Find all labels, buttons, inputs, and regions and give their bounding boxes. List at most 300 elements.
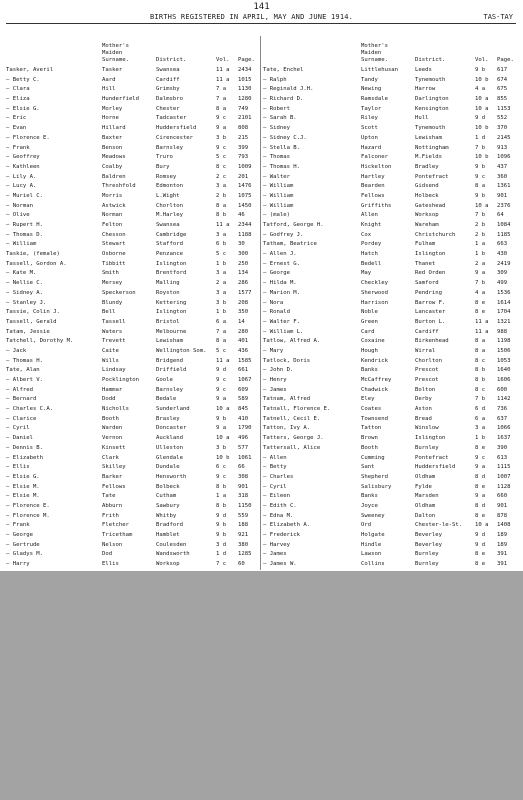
entry-name: Tatford, George H. xyxy=(263,222,324,228)
entry-name: — Betty C. xyxy=(6,76,40,83)
entry-page: 309 xyxy=(497,270,508,277)
register-entry-row xyxy=(263,192,521,202)
entry-name: Tasker, Averil xyxy=(6,67,54,73)
entry-maiden-surname: Chesson xyxy=(102,231,126,238)
entry-page: 736 xyxy=(497,406,508,413)
entry-name: — Allen xyxy=(263,454,287,461)
entry-page: 399 xyxy=(238,144,249,151)
entry-page: 215 xyxy=(238,134,249,141)
entry-district: Wareham xyxy=(415,222,439,228)
entry-district: Wirral xyxy=(415,347,436,354)
entry-volume: 8 b xyxy=(216,483,227,490)
entry-volume: 4 a xyxy=(475,289,486,296)
entry-name: — Charles C.A. xyxy=(6,406,54,413)
register-entry-row xyxy=(263,299,521,309)
entry-maiden-surname: Allen xyxy=(361,212,378,219)
entry-volume: 9 a xyxy=(216,396,227,403)
entry-maiden-surname: Hunderfield xyxy=(102,96,140,103)
entry-maiden-surname: Booth xyxy=(102,415,119,422)
left-column-header xyxy=(6,44,264,66)
entry-name: — Walter F. xyxy=(263,318,301,325)
entry-maiden-surname: Pocklington xyxy=(102,377,140,383)
entry-page: 1067 xyxy=(238,377,252,383)
register-entry-row xyxy=(263,66,521,76)
entry-maiden-surname: Hillard xyxy=(102,125,126,132)
entry-page: 1450 xyxy=(238,202,252,209)
entry-maiden-surname: Holgate xyxy=(361,532,385,538)
entry-name: — Clara xyxy=(6,86,30,93)
entry-name: Tatlow, Alfred A. xyxy=(263,338,321,345)
entry-name: — Sidney xyxy=(263,125,290,132)
entry-maiden-surname: Bell xyxy=(102,309,116,316)
entry-district: Kettering xyxy=(156,299,187,306)
register-entry-row xyxy=(263,502,521,512)
entry-volume: 9 c xyxy=(475,173,486,180)
entry-page: 1285 xyxy=(238,551,252,558)
entry-name: — Elizabeth A. xyxy=(263,522,311,529)
entry-maiden-surname: Aard xyxy=(102,76,116,83)
entry-volume: 10 a xyxy=(475,522,489,529)
register-entry-row xyxy=(6,308,264,318)
register-entry-row xyxy=(263,405,521,415)
entry-maiden-surname: Nicholls xyxy=(102,406,129,413)
entry-volume: 2 b xyxy=(216,192,227,199)
register-entry-row xyxy=(6,473,264,483)
entry-volume: 10 a xyxy=(216,406,230,413)
register-entry-row xyxy=(6,463,264,473)
entry-district: Barnsley xyxy=(156,144,183,151)
register-entry-row xyxy=(263,560,521,570)
entry-name: — Nora xyxy=(263,299,284,306)
entry-district: Chester xyxy=(156,105,180,112)
entry-volume: 8 c xyxy=(216,163,227,170)
entry-volume: 9 d xyxy=(216,512,227,519)
entry-maiden-surname: Baxter xyxy=(102,134,123,141)
entry-district: Leeds xyxy=(415,67,432,73)
header-maiden-surname: Mother's Maiden Surname. xyxy=(102,43,129,63)
entry-maiden-surname: Frith xyxy=(102,512,119,519)
entry-district: Worksop xyxy=(415,212,439,219)
entry-page: 808 xyxy=(238,125,249,132)
entry-name: — Cyril xyxy=(6,425,30,432)
entry-name: — Lily A. xyxy=(6,173,37,180)
register-entry-row xyxy=(6,560,264,570)
entry-district: Bolbeck xyxy=(156,483,180,490)
entry-page: 350 xyxy=(238,309,249,316)
entry-district: Darlington xyxy=(415,96,449,103)
entry-volume: 9 a xyxy=(475,270,486,277)
entry-page: 1321 xyxy=(497,318,511,325)
entry-volume: 3 b xyxy=(216,444,227,451)
entry-name: — Olive xyxy=(6,212,30,219)
entry-name: — Edna M. xyxy=(263,512,294,519)
entry-maiden-surname: Skilley xyxy=(102,464,126,471)
entry-maiden-surname: Osborne xyxy=(102,251,126,258)
register-entry-row xyxy=(6,512,264,522)
entry-volume: 1 b xyxy=(475,435,486,442)
entry-maiden-surname: Coalby xyxy=(102,163,123,170)
entry-page: 46 xyxy=(238,212,245,219)
entry-volume: 9 d xyxy=(475,541,486,548)
entry-maiden-surname: May xyxy=(361,270,372,277)
entry-volume: 6 b xyxy=(216,241,227,248)
entry-name: — Lucy A. xyxy=(6,183,37,190)
entry-district: Grimsby xyxy=(156,86,180,93)
entry-volume: 8 b xyxy=(216,212,227,219)
entry-page: 749 xyxy=(238,105,249,112)
entry-district: Bread xyxy=(415,415,432,422)
entry-district: Brentford xyxy=(156,270,187,277)
entry-maiden-surname: Hazard xyxy=(361,144,382,151)
entry-maiden-surname: Noble xyxy=(361,309,378,316)
entry-maiden-surname: Hatch xyxy=(361,251,378,258)
entry-maiden-surname: McCaffrey xyxy=(361,377,392,383)
entry-volume: 10 b xyxy=(475,154,489,161)
entry-volume: 1 a xyxy=(216,493,227,500)
register-entry-row xyxy=(6,405,264,415)
entry-maiden-surname: Fellows xyxy=(361,192,385,199)
entry-page: 391 xyxy=(497,561,508,568)
entry-district: Brasley xyxy=(156,415,180,422)
entry-maiden-surname: Barker xyxy=(102,473,123,480)
entry-district: Oldham xyxy=(415,473,436,480)
entry-volume: 10 a xyxy=(475,105,489,112)
entry-district: Nottingham xyxy=(415,144,449,151)
entry-volume: 10 a xyxy=(216,435,230,442)
entry-volume: 11 a xyxy=(216,67,230,73)
entry-page: 60 xyxy=(238,561,245,568)
entry-volume: 6 a xyxy=(216,318,227,325)
entry-volume: 1 b xyxy=(216,260,227,267)
entry-name: Tattersall, Alice xyxy=(263,444,321,451)
entry-page: 609 xyxy=(238,386,249,393)
entry-page: 600 xyxy=(497,386,508,393)
entry-district: Thanet xyxy=(415,260,436,267)
entry-name: — Florence M. xyxy=(6,512,50,519)
entry-district: Sawbury xyxy=(156,502,180,509)
entry-page: 189 xyxy=(497,532,508,538)
entry-volume: 9 a xyxy=(216,425,227,432)
entry-maiden-surname: Card xyxy=(361,328,375,335)
entry-district: Oldham xyxy=(415,502,436,509)
register-entry-row xyxy=(6,395,264,405)
entry-volume: 2 b xyxy=(475,222,486,228)
entry-volume: 5 c xyxy=(216,154,227,161)
entry-maiden-surname: Warden xyxy=(102,425,123,432)
entry-maiden-surname: Green xyxy=(361,318,378,325)
entry-name: — Sidney C.J. xyxy=(263,134,307,141)
entry-page: 913 xyxy=(497,144,508,151)
register-entry-row xyxy=(263,328,521,338)
entry-name: Tassie, Colin J. xyxy=(6,309,60,316)
entry-volume: 10 b xyxy=(216,454,230,461)
entry-maiden-surname: Stewart xyxy=(102,241,126,248)
entry-volume: 1 b xyxy=(475,251,486,258)
entry-maiden-surname: Baldren xyxy=(102,173,126,180)
entry-maiden-surname: Kinsett xyxy=(102,444,126,451)
entry-volume: 7 b xyxy=(475,144,486,151)
entry-maiden-surname: Waters xyxy=(102,328,123,335)
entry-page: 208 xyxy=(238,299,249,306)
entry-name: — Harvey xyxy=(263,541,290,548)
entry-name: — Sidney A. xyxy=(6,289,44,296)
entry-maiden-surname: Knight xyxy=(361,222,382,228)
register-entry-row xyxy=(263,153,521,163)
entry-name: — James xyxy=(263,386,287,393)
entry-maiden-surname: Hill xyxy=(102,86,116,93)
entry-volume: 8 e xyxy=(475,512,486,519)
entry-name: — Eileen xyxy=(263,493,290,500)
register-entry-row xyxy=(263,269,521,279)
entry-page: 1198 xyxy=(497,338,511,345)
entry-name: — Eliza xyxy=(6,96,30,103)
entry-maiden-surname: Newing xyxy=(361,86,382,93)
entry-volume: 2 a xyxy=(216,280,227,287)
entry-maiden-surname: Banks xyxy=(361,367,378,374)
entry-volume: 2 a xyxy=(475,260,486,267)
register-entry-row xyxy=(263,376,521,386)
entry-name: — Ernest G. xyxy=(263,260,301,267)
entry-district: Chorlton xyxy=(415,357,442,364)
entry-volume: 1 d xyxy=(475,134,486,141)
entry-volume: 8 e xyxy=(475,309,486,316)
entry-name: — Gertrude xyxy=(6,541,40,548)
entry-page: 2419 xyxy=(497,260,511,267)
entry-volume: 8 a xyxy=(475,338,486,345)
register-entry-row xyxy=(6,76,264,86)
entry-name: — Betty xyxy=(263,464,287,471)
entry-maiden-surname: Sweeney xyxy=(361,512,385,519)
entry-maiden-surname: Threshfold xyxy=(102,183,136,190)
entry-maiden-surname: Hartley xyxy=(361,173,385,180)
entry-district: Ulleston xyxy=(156,444,183,451)
header-vol: Vol. xyxy=(475,57,489,63)
register-entry-row xyxy=(6,250,264,260)
entry-district: Melbourne xyxy=(156,328,187,335)
entry-page: 577 xyxy=(238,444,249,451)
register-entry-row xyxy=(6,483,264,493)
entry-volume: 11 a xyxy=(216,357,230,364)
entry-volume: 9 b xyxy=(216,522,227,529)
entry-page: 410 xyxy=(238,415,249,422)
register-entry-row xyxy=(263,240,521,250)
entry-name: — Marion M. xyxy=(263,289,301,296)
entry-page: 2376 xyxy=(497,202,511,209)
entry-name: Tate, Enchel xyxy=(263,67,304,73)
entry-district: Lancaster xyxy=(415,309,446,316)
running-title: BIRTHS REGISTERED IN APRIL, MAY AND JUNE 1914. xyxy=(150,13,354,21)
entry-name: — Richard D. xyxy=(263,96,304,103)
entry-page: 1015 xyxy=(238,76,252,83)
register-entry-row xyxy=(263,202,521,212)
entry-district: Romsey xyxy=(156,173,177,180)
entry-district: Stafford xyxy=(156,241,183,248)
entry-volume: 8 e xyxy=(475,561,486,568)
entry-volume: 9 c xyxy=(216,144,227,151)
entry-volume: 8 b xyxy=(475,377,486,383)
entry-district: Cardiff xyxy=(415,328,439,335)
entry-name: — William xyxy=(263,183,294,190)
entry-page: 1130 xyxy=(238,86,252,93)
right-column xyxy=(263,44,521,609)
entry-district: Gateshead xyxy=(415,202,446,209)
register-entry-row xyxy=(263,279,521,289)
entry-page: 1185 xyxy=(497,231,511,238)
register-entry-row xyxy=(6,328,264,338)
entry-maiden-surname: Kendrick xyxy=(361,357,388,364)
register-entry-row xyxy=(6,434,264,444)
register-entry-row xyxy=(6,386,264,396)
register-entry-row xyxy=(263,114,521,124)
entry-district: Pontefract xyxy=(415,454,449,461)
register-entry-row xyxy=(263,250,521,260)
entry-page: 1637 xyxy=(497,435,511,442)
entry-name: — Charles xyxy=(263,473,294,480)
header-district: District. xyxy=(156,57,187,63)
entry-volume: 9 b xyxy=(475,192,486,199)
register-entry-row xyxy=(6,202,264,212)
entry-name: — Elsie M. xyxy=(6,483,40,490)
register-entry-row xyxy=(263,473,521,483)
entry-volume: 8 e xyxy=(475,444,486,451)
entry-maiden-surname: Hammar xyxy=(102,386,123,393)
entry-district: Burnley xyxy=(415,551,439,558)
entry-maiden-surname: Littlehusan xyxy=(361,67,399,73)
entry-district: Harrow xyxy=(415,86,436,93)
entry-volume: 4 a xyxy=(475,86,486,93)
entry-maiden-surname: Falconer xyxy=(361,154,388,161)
entry-page: 1007 xyxy=(497,473,511,480)
entry-maiden-surname: Harrison xyxy=(361,299,388,306)
entry-volume: 9 b xyxy=(475,163,486,170)
entry-name: — William xyxy=(263,202,294,209)
entry-name: Tatton, Ivy A. xyxy=(263,425,311,432)
entry-page: 1577 xyxy=(238,289,252,296)
entry-name: — Jack xyxy=(6,347,27,354)
entry-page: 2101 xyxy=(238,115,252,122)
entry-district: Huddersfield xyxy=(415,464,456,471)
entry-district: Hensworth xyxy=(156,473,187,480)
register-entry-row xyxy=(263,173,521,183)
entry-volume: 10 a xyxy=(475,96,489,103)
entry-name: — Nellie C. xyxy=(6,280,44,287)
entry-volume: 9 d xyxy=(475,115,486,122)
entry-district: Beverley xyxy=(415,541,442,548)
entry-volume: 3 b xyxy=(216,134,227,141)
entry-district: Bridgend xyxy=(156,357,183,364)
entry-page: 559 xyxy=(238,512,249,519)
entry-page: 901 xyxy=(238,483,249,490)
entry-district: Driffield xyxy=(156,367,187,374)
entry-volume: 9 c xyxy=(216,115,227,122)
top-rule xyxy=(6,23,516,24)
register-entry-row xyxy=(6,221,264,231)
entry-page: 430 xyxy=(497,251,508,258)
entry-volume: 7 a xyxy=(216,328,227,335)
left-entries xyxy=(6,66,264,609)
entry-page: 1053 xyxy=(497,357,511,364)
entry-page: 901 xyxy=(497,502,508,509)
entry-maiden-surname: Caite xyxy=(102,347,119,354)
entry-volume: 8 e xyxy=(475,483,486,490)
entry-page: 390 xyxy=(497,444,508,451)
entry-district: Fulham xyxy=(415,241,436,248)
entry-maiden-surname: Upton xyxy=(361,134,378,141)
entry-name: Tatnell, Cecil E. xyxy=(263,415,321,422)
entry-district: Lewisham xyxy=(156,338,183,345)
header-page: Page. xyxy=(497,57,514,63)
entry-maiden-surname: Riley xyxy=(361,115,378,122)
entry-district: Huddersfield xyxy=(156,125,197,132)
entry-name: — Allen J. xyxy=(263,251,297,258)
register-entry-row xyxy=(263,434,521,444)
entry-district: M.Harley xyxy=(156,212,183,219)
entry-page: 201 xyxy=(238,173,249,180)
entry-page: 1150 xyxy=(238,502,252,509)
entry-district: Cirencester xyxy=(156,134,194,141)
entry-district: Aston xyxy=(415,406,432,413)
entry-page: 845 xyxy=(238,406,249,413)
entry-volume: 3 a xyxy=(216,183,227,190)
entry-page: 14 xyxy=(238,318,245,325)
entry-name: — Cyril xyxy=(263,483,287,490)
entry-name: — Gladys M. xyxy=(6,551,44,558)
entry-maiden-surname: Griffiths xyxy=(361,202,392,209)
register-entry-row xyxy=(6,114,264,124)
entry-maiden-surname: Lawson xyxy=(361,551,382,558)
entry-name: — Frederick xyxy=(263,532,301,538)
entry-page: 1061 xyxy=(238,454,252,461)
entry-volume: 5 c xyxy=(216,251,227,258)
entry-page: 1115 xyxy=(497,464,511,471)
entry-page: 1585 xyxy=(238,357,252,364)
entry-page: 674 xyxy=(497,76,508,83)
entry-volume: 11 a xyxy=(475,328,489,335)
entry-name: Taskie, (female) xyxy=(6,251,60,258)
entry-volume: 3 b xyxy=(216,299,227,306)
entry-page: 637 xyxy=(497,415,508,422)
entry-maiden-surname: Dod xyxy=(102,551,113,558)
register-entry-row xyxy=(263,231,521,241)
register-entry-row xyxy=(6,541,264,551)
register-entry-row xyxy=(263,337,521,347)
entry-district: M.Fields xyxy=(415,154,442,161)
entry-maiden-surname: Ord xyxy=(361,522,372,529)
entry-district: Tadcaster xyxy=(156,115,187,122)
entry-volume: 10 b xyxy=(475,125,489,132)
entry-maiden-surname: Meadows xyxy=(102,154,126,161)
register-entry-row xyxy=(6,521,264,531)
entry-name: — Henry xyxy=(263,377,287,383)
entry-volume: 6 c xyxy=(216,464,227,471)
entry-volume: 7 a xyxy=(216,96,227,103)
entry-district: Derby xyxy=(415,396,432,403)
entry-maiden-surname: Fellows xyxy=(102,483,126,490)
entry-district: Glendale xyxy=(156,454,183,461)
register-entry-row xyxy=(263,134,521,144)
entry-page: 1640 xyxy=(497,367,511,374)
entry-volume: 8 b xyxy=(216,502,227,509)
entry-maiden-surname: Checkley xyxy=(361,280,388,287)
entry-name: — Ralph xyxy=(263,76,287,83)
register-entry-row xyxy=(6,454,264,464)
entry-page: 589 xyxy=(238,396,249,403)
entry-name: — Mary xyxy=(263,347,284,354)
entry-maiden-surname: Mersey xyxy=(102,280,123,287)
entry-volume: 8 a xyxy=(475,347,486,354)
entry-district: Swansea xyxy=(156,67,180,73)
entry-volume: 7 b xyxy=(475,396,486,403)
